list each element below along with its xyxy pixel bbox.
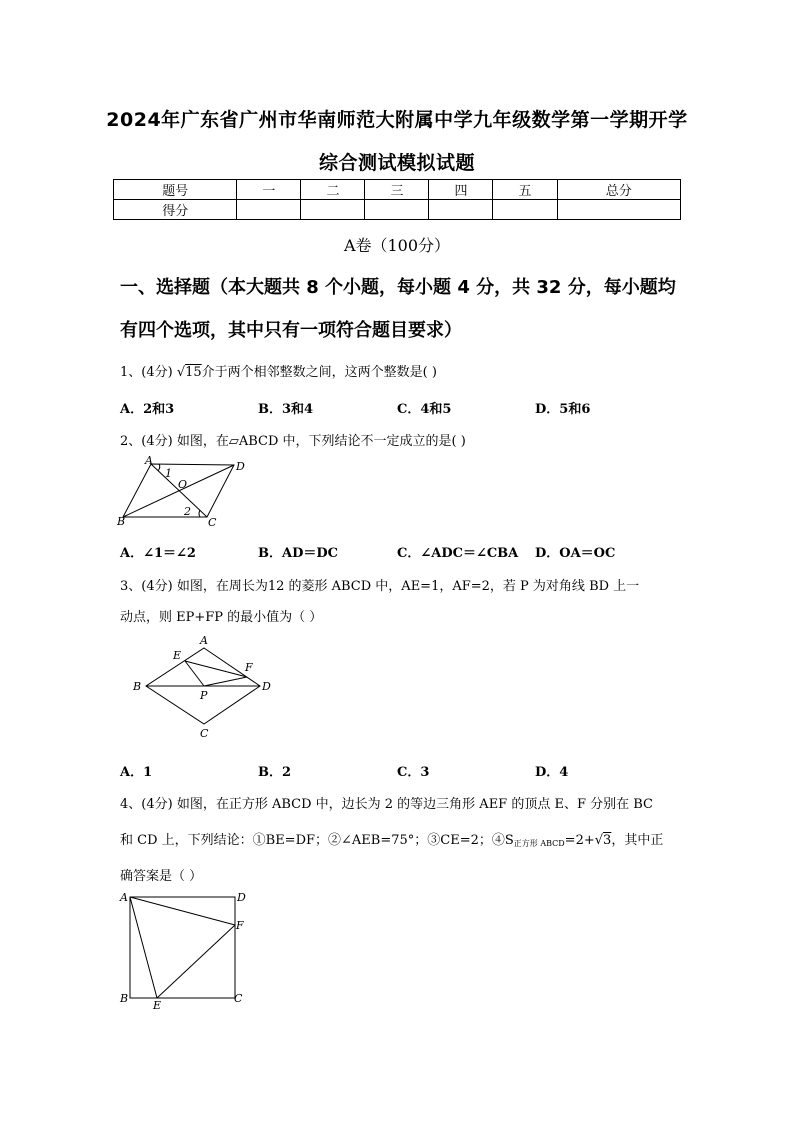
label-b: B <box>117 515 126 528</box>
label-d: D <box>236 460 245 473</box>
q1-option-c[interactable]: C．4和5 <box>397 402 452 417</box>
score-table-cell: 四 <box>429 180 493 200</box>
section-1-heading-line-2: 有四个选项，其中只有一项符合题目要求） <box>120 320 462 341</box>
label-c: C <box>208 516 217 529</box>
q1-option-d[interactable]: D．5和6 <box>535 402 591 417</box>
label-o: O <box>178 478 188 491</box>
q2-option-d[interactable]: D．OA＝OC <box>535 546 616 561</box>
q3-option-b[interactable]: B．2 <box>258 765 292 780</box>
label-b: B <box>120 992 129 1005</box>
sqrt-symbol: √ <box>594 833 604 848</box>
label-f: F <box>245 661 253 674</box>
q4-square-figure <box>116 888 256 1013</box>
q1-option-b[interactable]: B．3和4 <box>258 402 314 417</box>
score-table-cell: 五 <box>493 180 557 200</box>
score-table-cell: 总分 <box>557 180 681 200</box>
angle-1-arc <box>158 464 160 471</box>
q4-line2-suffix: ，其中正 <box>611 833 664 848</box>
q3-option-c[interactable]: C．3 <box>397 765 430 780</box>
question-1 <box>120 361 437 380</box>
score-input-cell[interactable] <box>237 200 301 220</box>
label-p: P <box>200 689 208 702</box>
question-3-line-1: 3、(4分) 如图，在周长为12 的菱形 ABCD 中，AE=1，AF=2，若 P 为对角线 BD 上一 <box>120 579 640 594</box>
label-d: D <box>262 680 271 693</box>
score-table-cell: 一 <box>237 180 301 200</box>
question-2: 2、(4分) 如图，在▱ABCD 中，下列结论不一定成立的是( ) <box>120 434 466 449</box>
title-line-1: 2024年广东省广州市华南师范大附属中学九年级数学第一学期开学 <box>106 109 688 131</box>
question-4-line-3: 确答案是（ ） <box>120 869 203 884</box>
label-e: E <box>153 999 162 1012</box>
q2-option-b[interactable]: B．AD＝DC <box>258 546 338 561</box>
score-input-cell[interactable] <box>429 200 493 220</box>
q2-option-a[interactable]: A．∠1＝∠2 <box>120 546 196 561</box>
segment-ef <box>157 925 235 998</box>
label-angle-2: 2 <box>184 505 191 518</box>
label-angle-1: 1 <box>165 467 172 480</box>
label-a: A <box>145 455 153 467</box>
angle-2-arc <box>199 510 200 517</box>
score-table-score-row <box>114 200 681 220</box>
q4-area-subscript: 正方形 ABCD <box>513 839 565 848</box>
label-a: A <box>120 891 128 904</box>
label-f: F <box>236 919 244 932</box>
sqrt-symbol: √ <box>176 365 186 380</box>
score-table-header-row <box>114 180 681 200</box>
q3-rhombus-figure <box>128 630 278 742</box>
label-c: C <box>234 992 243 1005</box>
score-table-row-label: 得分 <box>114 200 237 220</box>
score-table <box>113 179 681 220</box>
square-abcd <box>130 897 235 998</box>
label-a: A <box>200 634 208 647</box>
score-input-cell[interactable] <box>557 200 681 220</box>
question-4-line-1: 4、(4分) 如图，在正方形 ABCD 中，边长为 2 的等边三角形 AEF 的顶点 E、F 分别在 BC <box>120 797 653 812</box>
q4-line2-prefix: 和 CD 上，下列结论：①BE=DF；②∠AEB=75°；③CE=2；④S <box>120 833 514 848</box>
score-input-cell[interactable] <box>365 200 429 220</box>
score-input-cell[interactable] <box>301 200 365 220</box>
score-table-cell: 题号 <box>114 180 237 200</box>
q2-option-c[interactable]: C．∠ADC＝∠CBA <box>397 546 519 561</box>
q1-option-a[interactable]: A．2和3 <box>120 402 175 417</box>
score-input-cell[interactable] <box>493 200 557 220</box>
q4-sqrt-value: 3 <box>603 833 612 848</box>
q3-option-a[interactable]: A．1 <box>120 765 153 780</box>
score-table-cell: 三 <box>365 180 429 200</box>
segment-af <box>130 897 235 925</box>
q1-prefix: 1、(4分) <box>120 365 177 380</box>
q3-option-d[interactable]: D．4 <box>535 765 569 780</box>
title-line-2: 综合测试模拟试题 <box>318 152 475 174</box>
q2-parallelogram-figure <box>114 455 254 530</box>
segment-pf <box>204 677 247 686</box>
diagonal-bd <box>123 465 234 517</box>
q1-sqrt-value: 15 <box>185 365 202 380</box>
section-1-heading-line-1: 一、选择题（本大题共 8 个小题，每小题 4 分，共 32 分，每小题均 <box>120 277 676 298</box>
score-table-cell: 二 <box>301 180 365 200</box>
label-e: E <box>173 649 182 662</box>
section-a-heading: A卷（100分） <box>343 236 451 255</box>
q1-text: 介于两个相邻整数之间，这两个整数是( ) <box>201 365 437 380</box>
label-c: C <box>200 727 209 740</box>
label-b: B <box>133 680 142 693</box>
label-d: D <box>237 891 246 904</box>
question-3-line-2: 动点，则 EP+FP 的最小值为（ ） <box>120 610 323 625</box>
segment-ae <box>130 897 157 998</box>
question-4-line-2 <box>120 829 663 849</box>
segment-ef <box>185 661 247 677</box>
q4-line2-mid: =2+ <box>564 833 595 848</box>
